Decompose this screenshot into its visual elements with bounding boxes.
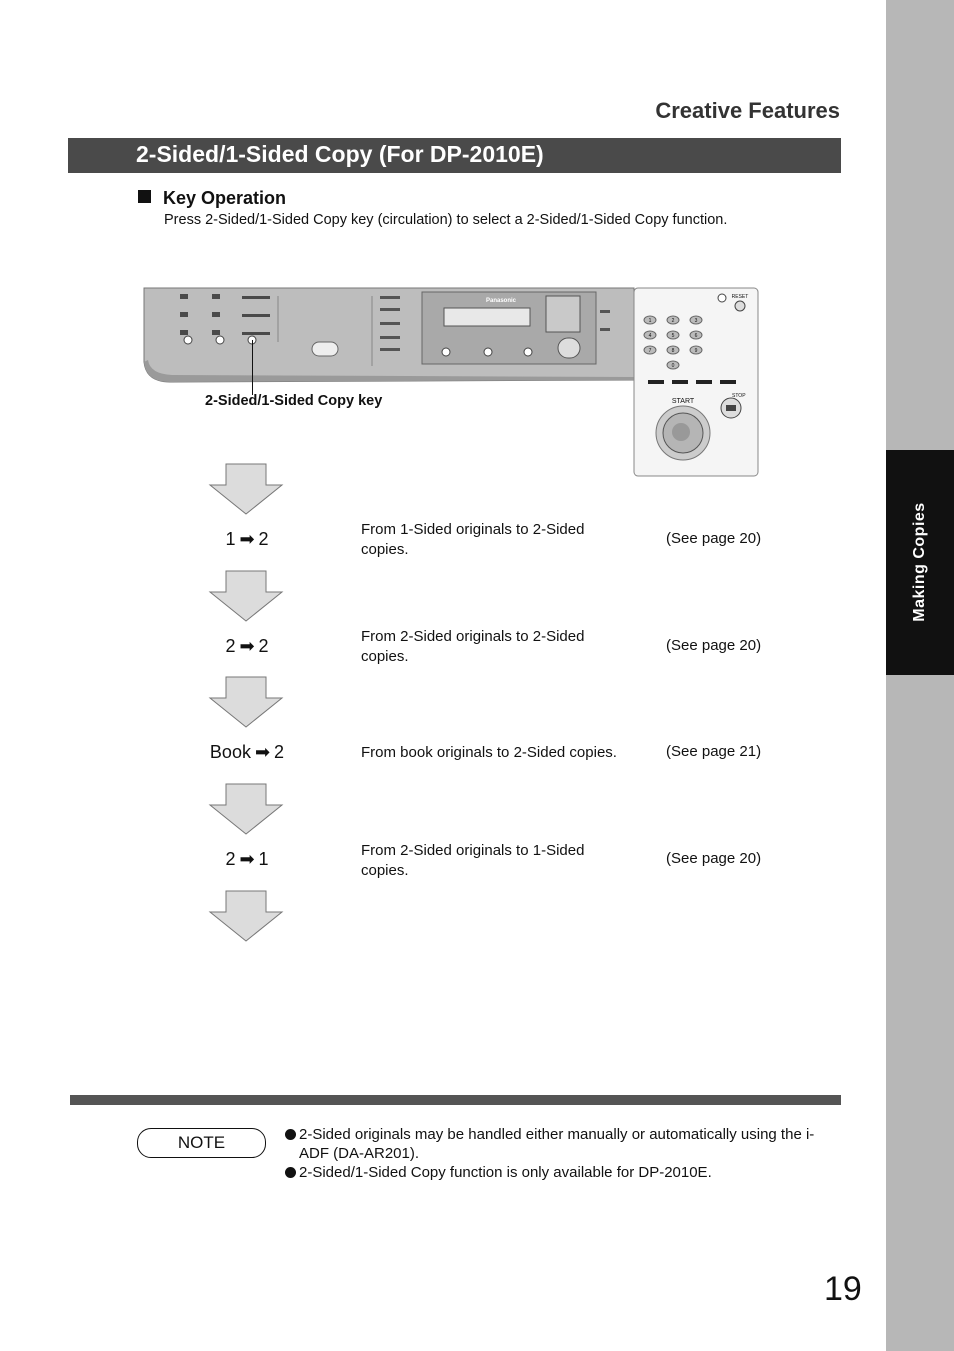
brand-text: Panasonic: [486, 298, 517, 304]
page-reference: (See page 20): [666, 637, 762, 654]
key-operation-heading-text: Key Operation: [163, 188, 287, 208]
bullet-icon: [285, 1167, 296, 1178]
bullet-icon: [285, 1129, 296, 1140]
chapter-tab-label: Making Copies: [911, 502, 928, 622]
square-bullet-icon: [138, 190, 151, 203]
svg-text:6: 6: [694, 333, 698, 339]
callout-line: [252, 340, 253, 395]
page-title-bar: [68, 138, 841, 173]
svg-text:1: 1: [648, 318, 652, 324]
page-reference: (See page 20): [666, 850, 762, 867]
svg-text:RESET: RESET: [731, 294, 749, 300]
svg-text:START: START: [671, 398, 695, 405]
two-sided-key-callout: 2-Sided/1-Sided Copy key: [205, 393, 383, 409]
down-arrow-icon: [208, 463, 284, 515]
down-arrow-icon: [208, 570, 284, 622]
mode-description: From 2-Sided originals to 1-Sided copies.: [361, 842, 585, 879]
svg-text:7: 7: [648, 348, 652, 354]
mode-description: From 2-Sided originals to 2-Sided copies.: [361, 628, 585, 665]
note-item: 2-Sided/1-Sided Copy function is only available for DP-2010E.: [285, 1164, 840, 1183]
svg-text:8: 8: [671, 348, 675, 354]
key-operation-heading: [138, 188, 286, 209]
page-number: 19: [824, 1270, 862, 1308]
down-arrow-icon: [208, 890, 284, 942]
svg-text:0: 0: [671, 363, 675, 369]
chapter-tab: [886, 450, 954, 675]
right-arrow-icon: ➡: [254, 742, 271, 762]
control-panel-illustration: [140, 282, 760, 482]
mode-label-1-to-2: 1 ➡ 2: [225, 529, 269, 549]
page-reference: (See page 21): [666, 743, 762, 760]
svg-text:4: 4: [648, 333, 652, 339]
note-list: [285, 1126, 840, 1184]
note-divider: [70, 1095, 841, 1105]
mode-label-book-to-2: Book ➡ 2: [209, 742, 285, 762]
section-title: Creative Features: [655, 98, 840, 123]
svg-text:5: 5: [671, 333, 675, 339]
down-arrow-icon: [208, 676, 284, 728]
mode-description: From book originals to 2-Sided copies.: [361, 744, 617, 761]
svg-text:2: 2: [671, 318, 675, 324]
mode-description: From 1-Sided originals to 2-Sided copies.: [361, 521, 585, 558]
page-title: 2-Sided/1-Sided Copy (For DP-2010E): [136, 141, 544, 167]
right-arrow-icon: ➡: [239, 849, 255, 869]
down-arrow-icon: [208, 783, 284, 835]
note-badge: NOTE: [137, 1128, 266, 1158]
svg-text:STOP: STOP: [732, 393, 746, 399]
mode-label-2-to-2: 2 ➡ 2: [225, 636, 269, 656]
svg-text:3: 3: [694, 318, 698, 324]
page-edge-sidebar: [886, 0, 954, 1351]
right-arrow-icon: ➡: [239, 529, 255, 549]
right-arrow-icon: ➡: [239, 636, 255, 656]
page-reference: (See page 20): [666, 530, 762, 547]
mode-label-2-to-1: 2 ➡ 1: [225, 849, 269, 869]
svg-text:9: 9: [694, 348, 698, 354]
key-operation-description: Press 2-Sided/1-Sided Copy key (circulation) to select a 2-Sided/1-Sided Copy function.: [164, 212, 728, 228]
note-item: 2-Sided originals may be handled either manually or automatically using the i-ADF (DA-AR201).: [285, 1126, 840, 1163]
